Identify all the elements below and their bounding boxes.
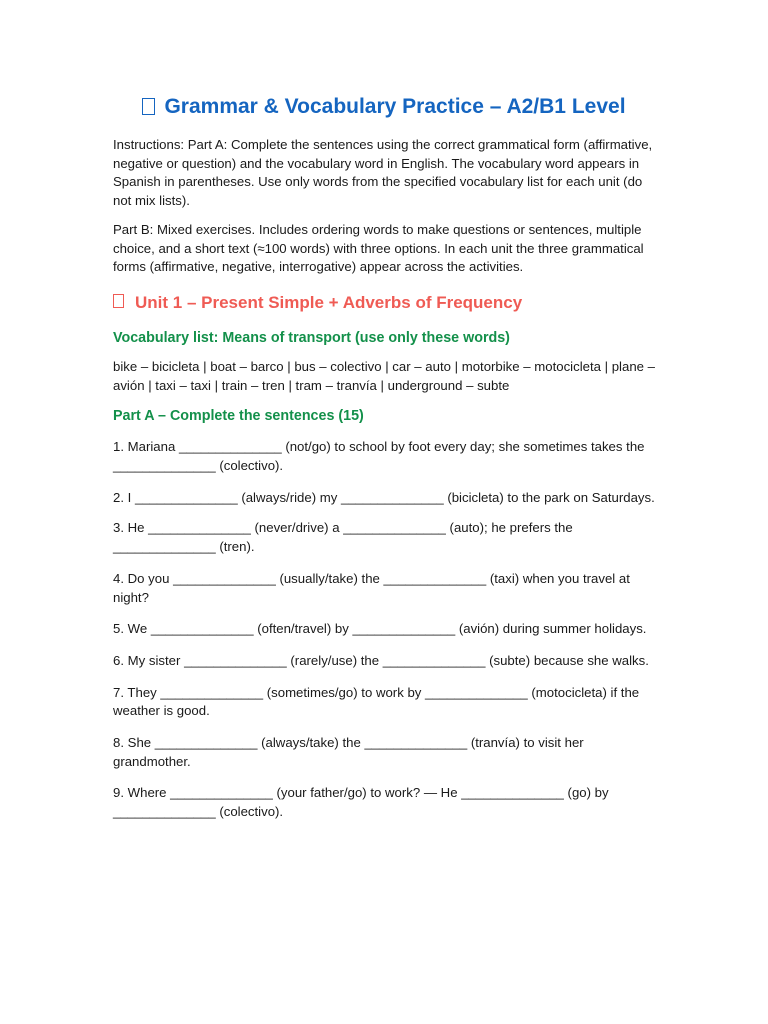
- page-title-text: Grammar & Vocabulary Practice – A2/B1 Level: [164, 95, 626, 118]
- exercise-item: 4. Do you ______________ (usually/take) the ______________ (taxi) when you travel at night?: [113, 570, 630, 605]
- exercise-item: 6. My sister ______________ (rarely/use) the ______________ (subte) because she walks.: [113, 652, 649, 668]
- vocabulary-list: bike – bicicleta | boat – barco | bus – colectivo | car – auto | motorbike – motocicleta | plane – avión | taxi – taxi | train – tren | tram – tranvía | underground – subte: [113, 358, 655, 393]
- exercise-item: 5. We ______________ (often/travel) by ______________ (avión) during summer holidays.: [113, 621, 647, 637]
- document-content: [113, 92, 661, 835]
- unit-1-title-text: Unit 1 – Present Simple + Adverbs of Frequency: [135, 292, 523, 312]
- exercise-list: [113, 438, 661, 822]
- exercise-item: 9. Where ______________ (your father/go) to work? — He ______________ (go) by ______________ (colectivo).: [113, 785, 609, 820]
- part-a-heading: Part A – Complete the sentences (15): [113, 408, 364, 425]
- missing-glyph-icon: [113, 294, 124, 308]
- exercise-item: 2. I ______________ (always/ride) my ______________ (bicicleta) to the park on Saturdays.: [113, 489, 655, 505]
- instructions-part-a: Instructions: Part A: Complete the sentences using the correct grammatical form (affirmative, negative or question) and the vocabulary word in English. The vocabulary word appears in Spanish in parentheses. Use only words from the specified vocabulary list for each unit (do not mix lists).: [113, 137, 653, 209]
- page-title: [107, 92, 661, 122]
- instructions-part-b: Part B: Mixed exercises. Includes ordering words to make questions or sentences, multiple choice, and a short text (≈100 words) with three options. In each unit the three grammatical forms (affirmative, negative, interrogative) appear across the activities.: [113, 221, 644, 275]
- exercise-item: 3. He ______________ (never/drive) a ______________ (auto); he prefers the ______________ (tren).: [113, 520, 573, 555]
- unit-1-title: [113, 290, 661, 316]
- missing-glyph-icon: [142, 98, 155, 115]
- exercise-item: 1. Mariana ______________ (not/go) to school by foot every day; she sometimes takes the ______________ (colectivo).: [113, 439, 645, 474]
- exercise-item: 7. They ______________ (sometimes/go) to work by ______________ (motocicleta) if the weather is good.: [113, 684, 640, 719]
- vocabulary-heading: Vocabulary list: Means of transport (use only these words): [113, 329, 510, 346]
- exercise-item: 8. She ______________ (always/take) the ______________ (tranvía) to visit her grandmother.: [113, 735, 584, 769]
